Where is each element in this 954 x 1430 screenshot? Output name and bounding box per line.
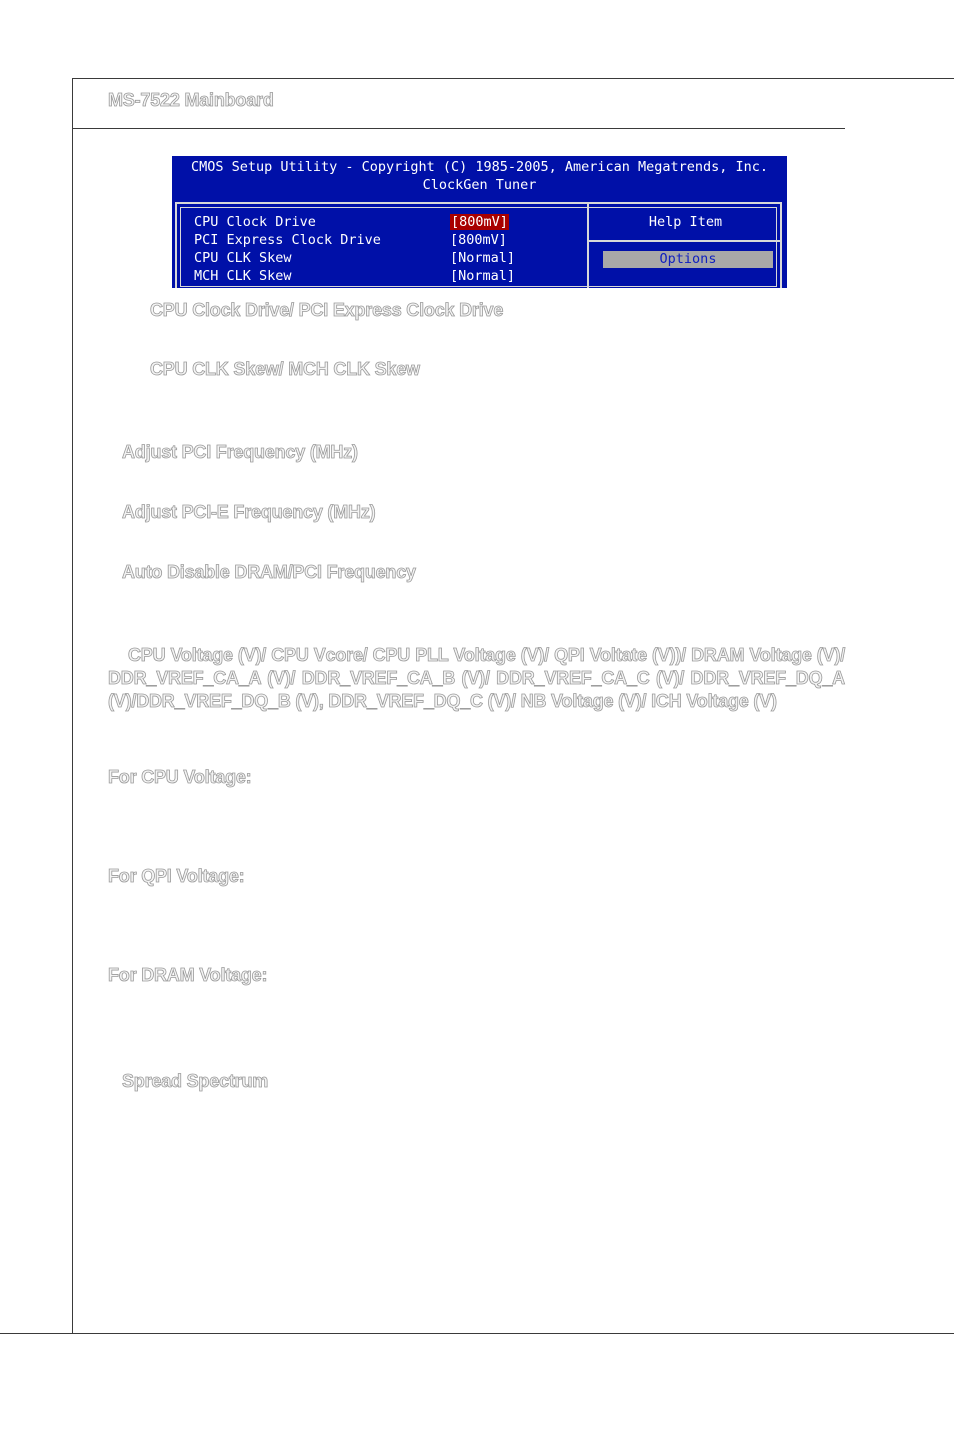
heading-spread-spectrum: Spread Spectrum — [122, 1071, 269, 1091]
heading-voltage-settings: CPU Voltage (V)/ CPU Vcore/ CPU PLL Voltage (V)/ QPI Voltate (V))/ DRAM Voltage (V)/ DDR_VREF_CA_A (V)/ DDR_VREF_CA_B (V)/ DDR_VREF_CA_C (V)/ DDR_VREF_DQ_A (V)/DDR_VREF_DQ_B (V), DDR_VREF_DQ_C (V)/ NB Voltage (V)/ ICH Voltage (V) — [108, 645, 845, 711]
heading-for-cpu-voltage: For CPU Voltage: — [108, 767, 252, 787]
bios-help-title: Help Item — [648, 214, 723, 230]
bios-item-pci-express-clock-drive[interactable]: PCI Express Clock Drive — [194, 232, 381, 248]
bios-screenshot — [172, 156, 787, 288]
bios-item-mch-clk-skew[interactable]: MCH CLK Skew — [194, 268, 292, 284]
footer-rule — [0, 1333, 954, 1334]
heading-cpu-clk-skew: CPU CLK Skew/ MCH CLK Skew — [150, 359, 420, 379]
page-header-title: MS-7522 Mainboard — [108, 90, 274, 110]
bios-options-bar: Options — [603, 251, 773, 268]
heading-adjust-pcie-frequency: Adjust PCI-E Frequency (MHz) — [122, 502, 376, 522]
bios-copyright: CMOS Setup Utility - Copyright (C) 1985-2005, American Megatrends, Inc. — [190, 159, 769, 175]
bios-item-cpu-clock-drive[interactable]: CPU Clock Drive — [194, 214, 316, 230]
header-rule — [72, 128, 845, 129]
top-rule — [72, 78, 954, 79]
heading-cpu-clock-drive: CPU Clock Drive/ PCI Express Clock Drive — [150, 300, 504, 320]
bios-value-cpu-clk-skew[interactable]: [Normal] — [450, 250, 516, 266]
bios-help-divider — [589, 240, 782, 242]
bios-value-pci-express-clock-drive[interactable]: [800mV] — [450, 232, 507, 248]
heading-adjust-pci-frequency: Adjust PCI Frequency (MHz) — [122, 442, 358, 462]
heading-for-dram-voltage: For DRAM Voltage: — [108, 965, 268, 985]
bios-screen-title: ClockGen Tuner — [422, 177, 537, 193]
bios-item-cpu-clk-skew[interactable]: CPU CLK Skew — [194, 250, 292, 266]
left-margin-rule — [72, 78, 73, 1334]
heading-for-qpi-voltage: For QPI Voltage: — [108, 866, 245, 886]
bios-value-cpu-clock-drive[interactable]: [800mV] — [451, 214, 508, 230]
heading-auto-disable-dram-pci: Auto Disable DRAM/PCI Frequency — [122, 562, 416, 582]
bios-value-mch-clk-skew[interactable]: [Normal] — [450, 268, 516, 284]
